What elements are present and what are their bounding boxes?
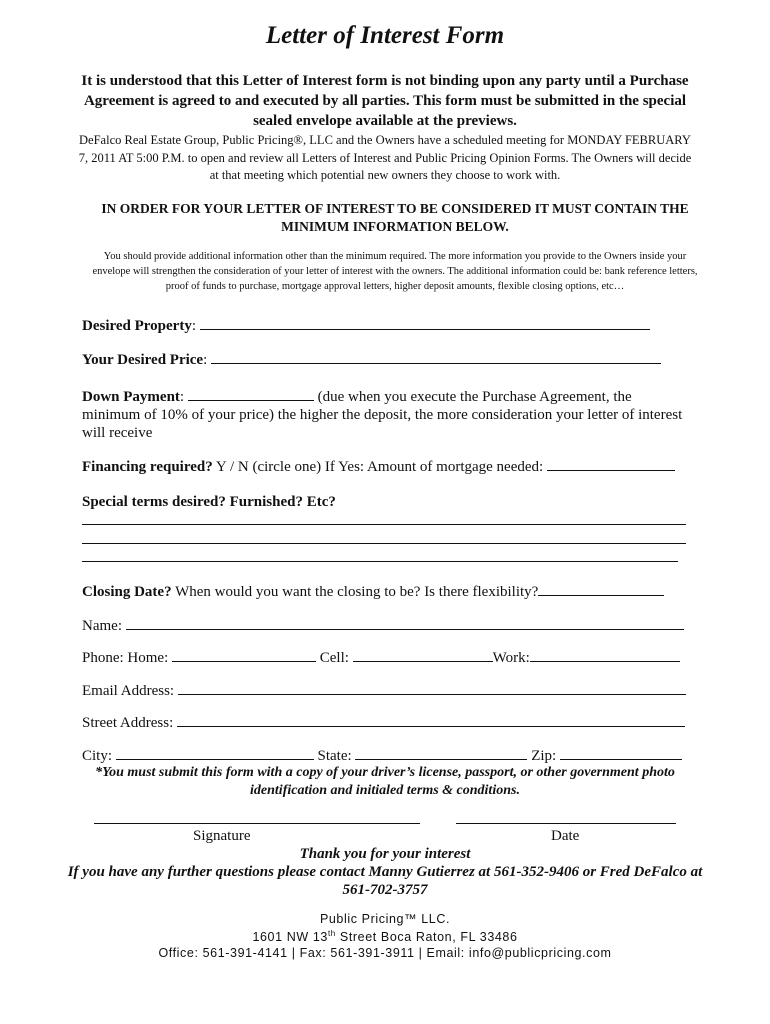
street-row <box>82 713 685 732</box>
closing-date-label: Closing Date? <box>82 584 172 600</box>
name-row <box>82 616 684 635</box>
email-label: Email Address: <box>82 683 175 699</box>
footer-company: Public Pricing™ LLC. <box>319 912 451 926</box>
phone-home-field[interactable] <box>172 648 316 662</box>
state-field[interactable] <box>355 746 527 760</box>
id-requirement-note: *You must submit this form with a copy of your driver’s license, passport, or other government photo identification and initialed terms & conditions. <box>95 765 675 798</box>
email-field[interactable] <box>178 681 686 695</box>
name-label: Name: <box>82 618 122 634</box>
phone-home-label: Phone: Home: <box>82 650 169 666</box>
desired-price-row: Your Desired Price: <box>82 350 661 369</box>
name-field[interactable] <box>126 616 684 630</box>
down-payment-note-continued: minimum of 10% of your price) the higher the deposit, the more consideration your letter of interest will receive <box>82 407 683 441</box>
financing-row <box>82 457 675 476</box>
contact-text: If you have any further questions please contact Manny Gutierrez at 561-352-9406 or Fred DeFalco at 561-702-3757 <box>67 864 703 898</box>
special-terms-row <box>82 494 336 511</box>
closing-date-question: When would you want the closing to be? Is there flexibility? <box>175 584 539 600</box>
down-payment-label: Down Payment <box>82 389 180 405</box>
special-terms-line-1[interactable] <box>82 524 686 525</box>
desired-property-label: Desired Property <box>82 318 192 334</box>
page-title: Letter of Interest Form <box>265 22 505 49</box>
additional-info-text: You should provide additional information other than the minimum required. The more information you provide to the Owners inside your envelope will strengthen the consideration of your letter of interest with the owners. The additional information could be: bank reference letters, proof of funds to purchase, mortgage approval letters, higher deposit amounts, flexible closing options, etc… <box>92 251 698 292</box>
work-field[interactable] <box>530 648 680 662</box>
thanks-block <box>60 845 710 899</box>
footer-address-start: 1601 NW 13 <box>252 930 328 945</box>
financing-options: Y / N (circle one) If Yes: Amount of mortgage needed: <box>215 459 544 475</box>
date-line[interactable] <box>456 823 676 824</box>
binding-disclaimer: It is understood that this Letter of Interest form is not binding upon any party until a Purchase Agreement is agreed to and executed by all parties. This form must be submitted in the special sealed envelope available at the previews. <box>81 73 689 129</box>
cell-field[interactable] <box>353 648 493 662</box>
cell-label: Cell: <box>319 650 349 666</box>
work-label: Work: <box>492 650 530 666</box>
email-row <box>82 681 686 700</box>
street-label: Street Address: <box>82 715 174 731</box>
financing-label: Financing required? <box>82 459 213 475</box>
city-label: City: <box>82 748 113 764</box>
city-state-zip-row <box>82 746 682 765</box>
meeting-notice: DeFalco Real Estate Group, Public Pricing®, LLC and the Owners have a scheduled meeting for MONDAY FEBRUARY 7, 2011 AT 5:00 P.M. to open and review all Letters of Interest and Public Pricing Opinion Forms. The Owners will decide at that meeting which potential new owners they choose to work with. <box>78 133 692 182</box>
desired-price-field[interactable] <box>211 350 661 364</box>
signature-line[interactable] <box>94 823 420 824</box>
desired-property-field[interactable] <box>200 316 650 330</box>
closing-date-row <box>82 582 664 601</box>
minimum-info-notice: IN ORDER FOR YOUR LETTER OF INTEREST TO BE CONSIDERED IT MUST CONTAIN THE MINIMUM INFORMATION BELOW. <box>101 201 689 234</box>
zip-field[interactable] <box>560 746 682 760</box>
closing-date-field[interactable] <box>538 582 664 596</box>
special-terms-label: Special terms desired? Furnished? Etc? <box>82 494 336 510</box>
footer-contact: Office: 561-391-4141 | Fax: 561-391-3911 | Email: info@publicpricing.com <box>158 946 612 960</box>
thanks-text: Thank you for your interest <box>299 846 471 862</box>
down-payment-field[interactable] <box>188 387 314 401</box>
mortgage-amount-field[interactable] <box>547 457 675 471</box>
special-terms-line-3[interactable] <box>82 561 678 562</box>
city-field[interactable] <box>116 746 314 760</box>
footer-address-sup: th <box>327 929 336 938</box>
special-terms-line-2[interactable] <box>82 543 686 544</box>
date-label: Date <box>551 828 580 844</box>
down-payment-block: Down Payment: (due when you execute the Purchase Agreement, the minimum of 10% of your price) the higher the deposit, the more consideration your letter of interest will receive <box>82 389 683 441</box>
signature-label: Signature <box>193 828 251 844</box>
state-label: State: <box>317 748 352 764</box>
footer-address-end: Street Boca Raton, FL 33486 <box>335 930 518 945</box>
desired-price-label: Your Desired Price <box>82 352 204 368</box>
down-payment-note: (due when you execute the Purchase Agreement, the <box>317 389 632 405</box>
desired-property-row: Desired Property: <box>82 316 650 335</box>
street-field[interactable] <box>177 713 685 727</box>
footer-address <box>0 929 770 944</box>
zip-label: Zip: <box>531 748 557 764</box>
phone-row <box>82 648 680 667</box>
